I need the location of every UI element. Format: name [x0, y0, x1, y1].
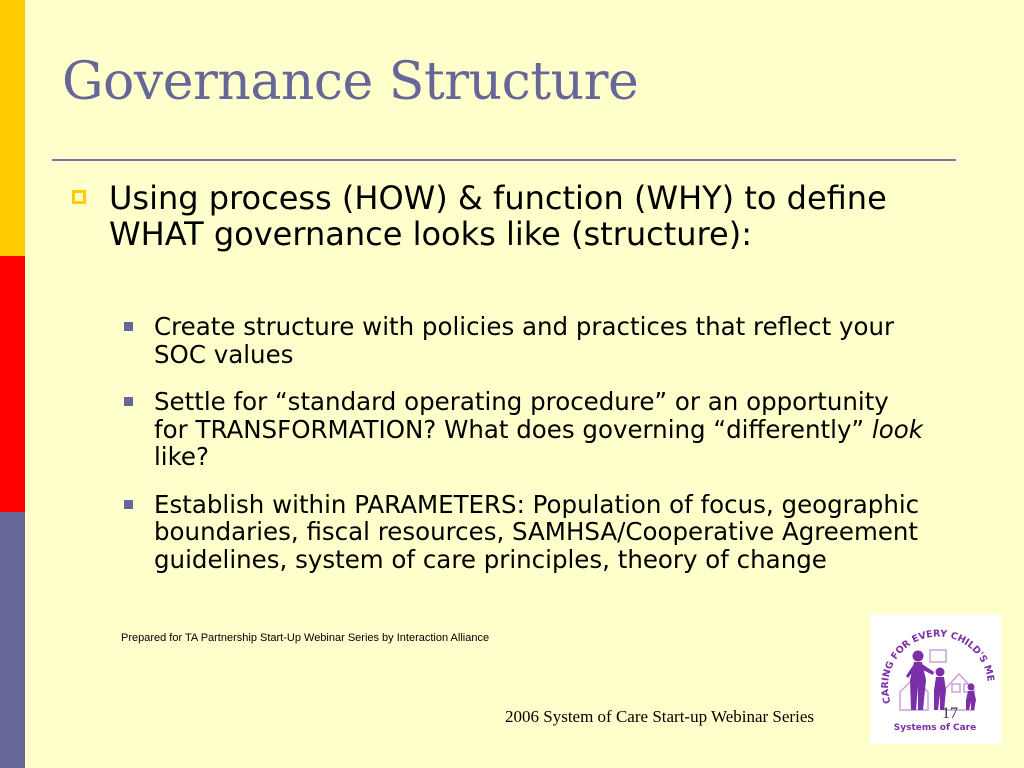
sub-bullet-item [124, 313, 924, 368]
sub-bullet-list [124, 313, 924, 593]
systems-of-care-logo [870, 614, 1001, 744]
square-bullet-icon [124, 397, 133, 406]
slide-number: 17 [942, 705, 958, 722]
logo-ring-text: CARING FOR EVERY CHILD'S ME [879, 628, 996, 705]
slide-title: Governance Structure [62, 52, 639, 112]
title-divider [52, 159, 956, 161]
accent-bar-red [0, 256, 25, 512]
svg-text:CARING FOR EVERY CHILD'S MENTA [870, 614, 996, 705]
square-bullet-icon [124, 322, 133, 331]
accent-bar-yellow [0, 0, 25, 256]
sub-bullet-item [124, 388, 924, 471]
hollow-square-bullet-icon [72, 190, 86, 204]
sub-bullet-item [124, 491, 924, 574]
sub-bullet-text: Create structure with policies and practices that reflect your SOC values [154, 312, 895, 369]
sub-bullet-text: Establish within PARAMETERS: Population of focus, geographic boundaries, fiscal resources, SAMHSA/Cooperative Agreement guidelines, system of care principles, theory of change [154, 489, 920, 574]
footer-series-title: 2006 System of Care Start-up Webinar Series [505, 707, 814, 726]
family-house-logo-icon [870, 614, 1001, 744]
sub-bullet-text [154, 388, 924, 471]
sub-bullet-text-italic: look [871, 414, 923, 444]
accent-bar-blue [0, 512, 25, 768]
logo-caption: Systems of Care [893, 723, 977, 733]
square-bullet-icon [124, 500, 133, 509]
sub-bullet-text-start: Settle for “standard operating procedure” or an opportunity for TRANSFORMATION? What does governing “differently” [154, 387, 889, 444]
sub-bullet-text-end: like? [154, 442, 210, 471]
main-bullet-text: Using process (HOW) & function (WHY) to define WHAT governance looks like (structure): [109, 179, 887, 253]
prepared-note: Prepared for TA Partnership Start-Up Webinar Series by Interaction Alliance [121, 632, 490, 644]
